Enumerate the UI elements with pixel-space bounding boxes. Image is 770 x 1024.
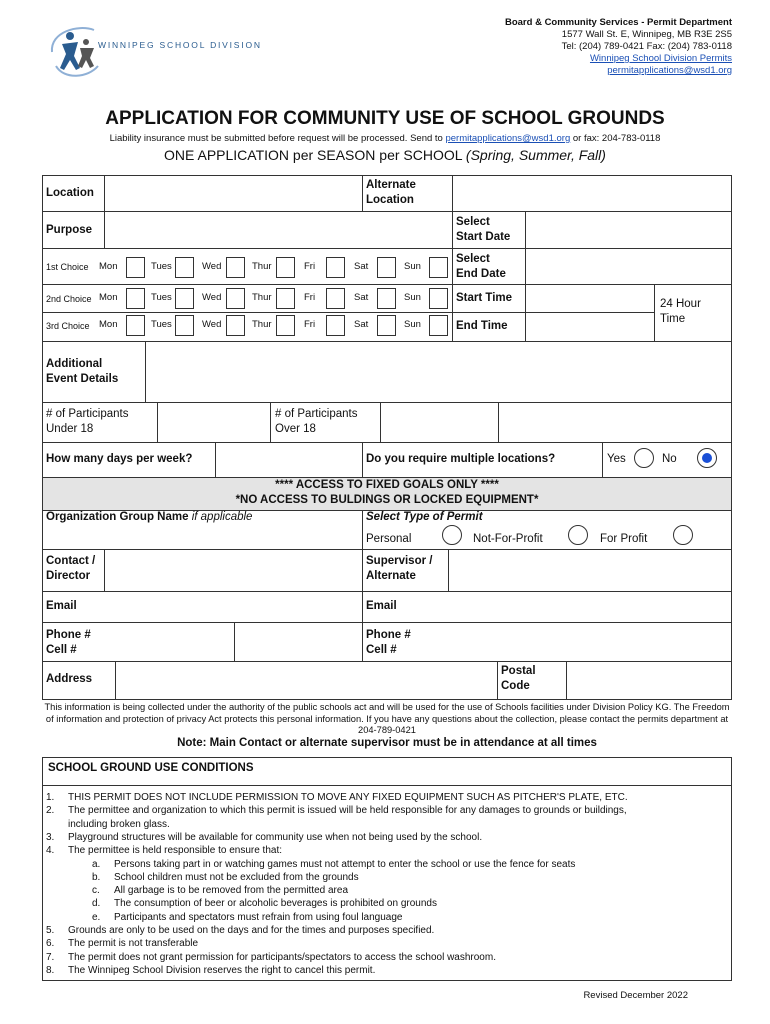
sub-condition-text: All garbage is to be removed from the permitted area — [114, 885, 349, 897]
revised-date: Revised December 2022 — [583, 990, 688, 1001]
choice-2-sat-label: Sat — [354, 292, 369, 303]
condition-text: The Winnipeg School Division reserves the right to cancel this permit. — [68, 964, 376, 976]
org-name-label — [46, 510, 252, 525]
condition-number: 7. — [46, 951, 55, 963]
condition-text: The permit does not grant permission for participants/spectators to access the school washroom. — [68, 951, 496, 963]
sub-condition-letter: a. — [92, 858, 101, 870]
choice-2-thur-checkbox[interactable] — [276, 288, 295, 309]
permits-link[interactable]: Winnipeg School Division Permits — [589, 53, 732, 64]
org-name-field[interactable] — [44, 526, 360, 548]
for-profit-radio[interactable] — [673, 525, 693, 545]
alternate-email-field[interactable] — [450, 593, 730, 621]
phone-field[interactable] — [106, 624, 233, 660]
supervisor-alternate-field[interactable] — [450, 551, 730, 590]
insurance-note — [0, 133, 770, 144]
choice-2-wed-label: Wed — [202, 292, 222, 303]
address-label: Address — [46, 673, 93, 685]
sub-condition-letter: b. — [92, 871, 101, 883]
start-date-field[interactable] — [527, 213, 730, 247]
choice-3-tues-checkbox[interactable] — [175, 315, 194, 336]
page-title: APPLICATION FOR COMMUNITY USE OF SCHOOL GROUNDS — [105, 108, 665, 129]
end-time-label: End Time — [456, 320, 508, 332]
start-time-label: Start Time — [456, 292, 513, 304]
hour-24-label: 24 Hour Time — [660, 298, 701, 325]
condition-text: The permittee and organization to which this permit is issued will be held responsible for any damages to grounds or buildings, — [68, 805, 627, 817]
choice-1-sun-label: Sun — [404, 261, 421, 272]
participants-under-18-label: # of Participants Under 18 — [46, 408, 129, 435]
alternate-phone-field[interactable] — [450, 624, 730, 660]
sub-condition-letter: e. — [92, 911, 101, 923]
logo-text: WINNIPEG SCHOOL DIVISION — [98, 40, 262, 50]
condition-number: 2. — [46, 805, 55, 817]
not-for-profit-label: Not-For-Profit — [473, 533, 543, 545]
not-for-profit-radio[interactable] — [568, 525, 588, 545]
choice-2-mon-label: Mon — [99, 292, 118, 303]
choice-1-sun-checkbox[interactable] — [429, 257, 448, 278]
condition-text: The permittee is held responsible to ensure that: — [68, 845, 283, 857]
choice-1-wed-label: Wed — [202, 261, 222, 272]
insurance-note-prefix: Liability insurance must be submitted before request will be processed. Send to — [109, 133, 446, 144]
choice-2-wed-checkbox[interactable] — [226, 288, 245, 309]
choice-3-sat-checkbox[interactable] — [377, 315, 396, 336]
email-link[interactable]: permitapplications@wsd1.org — [607, 65, 732, 76]
season-italic: (Spring, Summer, Fall) — [465, 147, 606, 163]
address: 1577 Wall St. E, Winnipeg, MB R3E 2S5 — [561, 29, 732, 40]
postal-code-label: Postal Code — [501, 665, 536, 692]
choice-1-sat-label: Sat — [354, 261, 369, 272]
condition-text: The permit is not transferable — [68, 938, 199, 950]
choice-3-fri-label: Fri — [304, 319, 316, 330]
choice-2-fri-label: Fri — [304, 292, 316, 303]
choice-3-sun-checkbox[interactable] — [429, 315, 448, 336]
choice-3-tues-label: Tues — [151, 319, 172, 330]
access-line-2: *NO ACCESS TO BULDINGS OR LOCKED EQUIPMENT* — [235, 494, 539, 506]
attendance-note: Note: Main Contact or alternate supervisor must be in attendance at all times — [177, 737, 597, 749]
supervisor-alternate-label: Supervisor / Alternate — [366, 555, 433, 582]
condition-text: Grounds are only to be used on the days and for the times and purposes specified. — [68, 925, 435, 936]
participants-under-18-field[interactable] — [159, 404, 269, 441]
permit-type-italic: Select Type of Permit — [366, 511, 483, 523]
email-label: Email — [46, 600, 77, 612]
purpose-field[interactable] — [106, 213, 450, 247]
choice-1-mon-checkbox[interactable] — [126, 257, 145, 278]
condition-number: 5. — [46, 925, 55, 936]
condition-number: 3. — [46, 831, 55, 843]
alternate-location-field[interactable] — [454, 177, 730, 210]
days-per-week-field[interactable] — [217, 444, 361, 476]
choice-2-fri-checkbox[interactable] — [326, 288, 345, 309]
phone-fax: Tel: (204) 789-0421 Fax: (204) 783-0118 — [561, 41, 732, 52]
sub-condition-letter: c. — [92, 885, 100, 897]
additional-details-field[interactable] — [147, 343, 730, 401]
participants-over-18-field[interactable] — [382, 404, 497, 441]
no-label: No — [662, 453, 677, 465]
choice-3-thur-checkbox[interactable] — [276, 315, 295, 336]
choice-3-mon-label: Mon — [99, 319, 118, 330]
contact-director-label: Contact / Director — [46, 555, 96, 582]
contact-director-field[interactable] — [106, 551, 360, 590]
alternate-location-label: Alternate Location — [366, 179, 416, 206]
choice-1-fri-checkbox[interactable] — [326, 257, 345, 278]
choice-3-fri-checkbox[interactable] — [326, 315, 345, 336]
start-date-label: Select Start Date — [456, 216, 511, 243]
choice-2-sun-label: Sun — [404, 292, 421, 303]
alternate-email-label: Email — [366, 600, 397, 612]
condition-text: Playground structures will be available for community use when not being used by the school. — [68, 831, 483, 843]
postal-code-field[interactable] — [568, 663, 730, 699]
choice-3-wed-label: Wed — [202, 319, 222, 330]
choice-2-sat-checkbox[interactable] — [377, 288, 396, 309]
personal-label: Personal — [366, 533, 412, 545]
choice-1-label: 1st Choice — [46, 262, 89, 272]
season-line — [0, 147, 770, 163]
multiple-locations-no-radio[interactable] — [697, 448, 717, 468]
season-text: ONE APPLICATION per SEASON per SCHOOL — [164, 147, 463, 163]
additional-details-label: Additional Event Details — [46, 358, 119, 385]
end-date-label: Select End Date — [456, 253, 506, 280]
wsd-logo — [48, 22, 268, 80]
participants-over-18-label: # of Participants Over 18 — [275, 408, 358, 435]
privacy-notice: This information is being collected under the authority of the public schools act and will be used for the use of Schools facilities under Division Policy KG. The Freedom of information and protection of privacy Act protects this personal information. If you have any questions about the collection, please contact the permits department at 204-789-0421 — [44, 702, 730, 735]
condition-number: 6. — [46, 938, 55, 950]
choice-1-tues-label: Tues — [151, 261, 172, 272]
choice-3-mon-checkbox[interactable] — [126, 315, 145, 336]
purpose-label: Purpose — [46, 224, 93, 236]
end-date-field[interactable] — [527, 250, 730, 283]
end-time-field[interactable] — [527, 314, 653, 340]
choice-2-thur-label: Thur — [252, 292, 272, 303]
phone-cell-label: Phone # Cell # — [46, 629, 91, 656]
choice-3-thur-label: Thur — [252, 319, 272, 330]
choice-1-thur-label: Thur — [252, 261, 272, 272]
conditions-title: SCHOOL GROUND USE CONDITIONS — [48, 762, 254, 774]
address-field[interactable] — [117, 663, 496, 699]
choice-2-sun-checkbox[interactable] — [429, 288, 448, 309]
org-name-italic: if applicable — [191, 511, 253, 523]
cell-field[interactable] — [236, 624, 361, 660]
multiple-locations-yes-radio[interactable] — [634, 448, 654, 468]
location-field[interactable] — [106, 177, 360, 210]
choice-1-thur-checkbox[interactable] — [276, 257, 295, 278]
choice-2-label: 2nd Choice — [46, 294, 92, 304]
start-time-field[interactable] — [527, 286, 653, 311]
condition-text: THIS PERMIT DOES NOT INCLUDE PERMISSION TO MOVE ANY FIXED EQUIPMENT SUCH AS PITCHER'S PLATE, ETC. — [68, 792, 628, 803]
org-name-bold: Organization Group Name — [46, 511, 189, 523]
condition-text: including broken glass. — [68, 818, 170, 830]
multiple-locations-label: Do you require multiple locations? — [366, 453, 556, 465]
choice-1-wed-checkbox[interactable] — [226, 257, 245, 278]
sub-condition-text: Persons taking part in or watching games must not attempt to enter the school or use the fence for seats — [114, 858, 576, 870]
alternate-phone-cell-label: Phone # Cell # — [366, 629, 411, 656]
permit-type-label — [366, 510, 483, 525]
choice-1-fri-label: Fri — [304, 261, 316, 272]
location-label: Location — [46, 187, 94, 199]
access-line-1: **** ACCESS TO FIXED GOALS ONLY **** — [275, 479, 499, 491]
personal-radio[interactable] — [442, 525, 462, 545]
choice-2-mon-checkbox[interactable] — [126, 288, 145, 309]
choice-3-sat-label: Sat — [354, 319, 369, 330]
condition-number: 1. — [46, 792, 55, 803]
choice-2-tues-checkbox[interactable] — [175, 288, 194, 309]
department: Board & Community Services - Permit Department — [504, 17, 732, 28]
sub-condition-text: The consumption of beer or alcoholic beverages is prohibited on grounds — [114, 898, 437, 910]
sub-condition-text: School children must not be excluded from the grounds — [114, 871, 359, 883]
choice-2-tues-label: Tues — [151, 292, 172, 303]
choice-3-sun-label: Sun — [404, 319, 421, 330]
choice-1-sat-checkbox[interactable] — [377, 257, 396, 278]
choice-3-label: 3rd Choice — [46, 321, 90, 331]
insurance-note-suffix: or fax: 204-783-0118 — [570, 133, 661, 144]
email-field[interactable] — [106, 593, 360, 621]
days-per-week-label: How many days per week? — [46, 453, 193, 465]
for-profit-label: For Profit — [600, 533, 648, 545]
choice-1-tues-checkbox[interactable] — [175, 257, 194, 278]
condition-number: 8. — [46, 964, 55, 976]
insurance-email-link[interactable]: permitapplications@wsd1.org — [445, 133, 571, 144]
choice-1-mon-label: Mon — [99, 261, 118, 272]
sub-condition-text: Participants and spectators must refrain from using foul language — [114, 911, 403, 923]
condition-number: 4. — [46, 845, 55, 857]
header-contact — [505, 17, 732, 77]
sub-condition-letter: d. — [92, 898, 101, 910]
choice-3-wed-checkbox[interactable] — [226, 315, 245, 336]
yes-label: Yes — [607, 453, 626, 465]
